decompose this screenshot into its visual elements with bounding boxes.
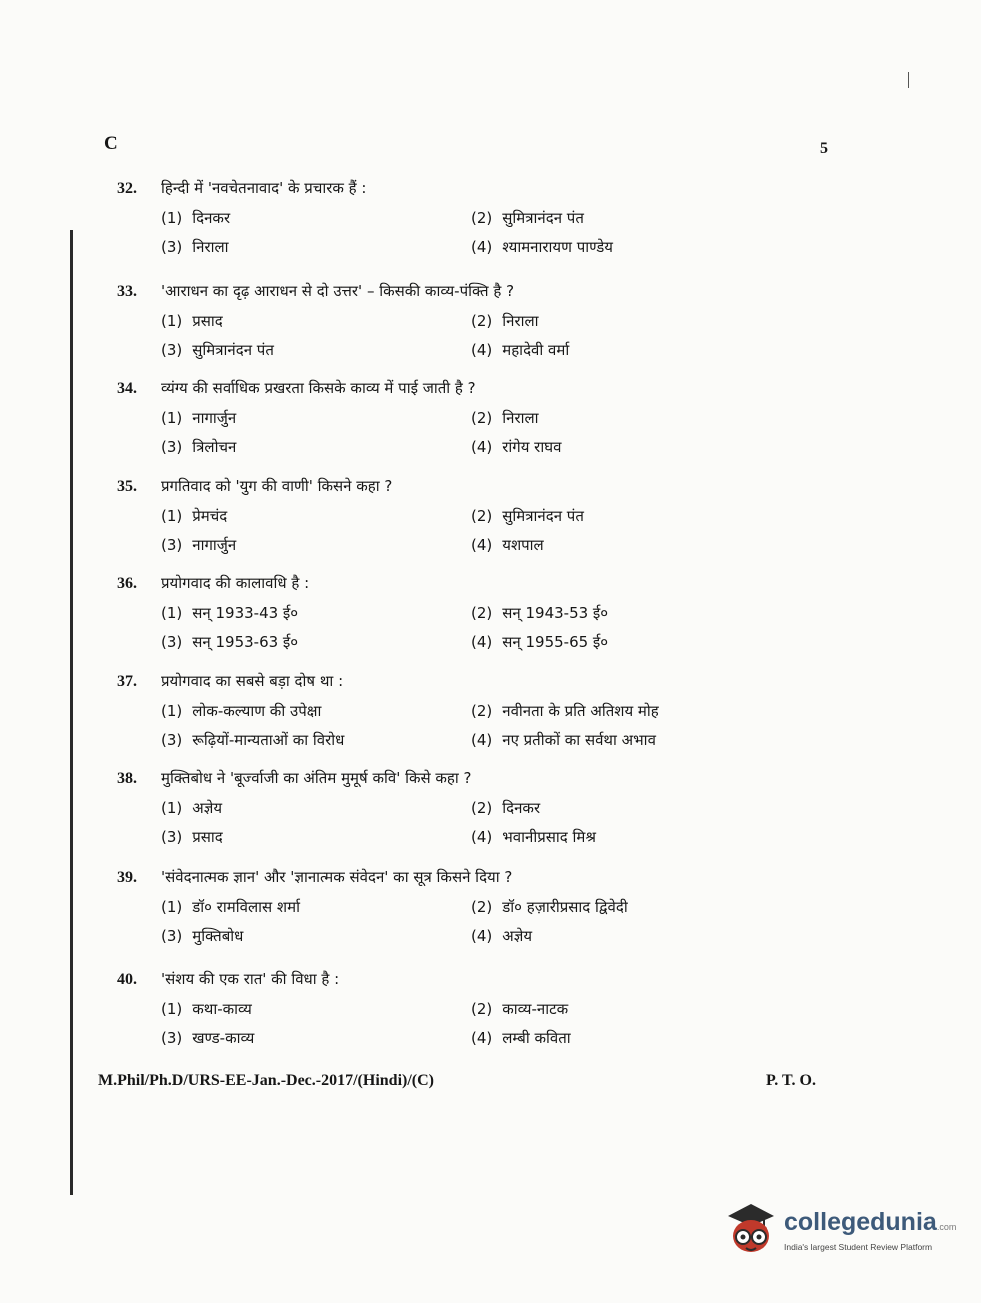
option-number: (3): [161, 536, 183, 554]
question-text: व्यंग्य की सर्वाधिक प्रखरता किसके काव्य में पाई जाती है ?: [161, 379, 476, 397]
question-text: प्रयोगवाद का सबसे बड़ा दोष था :: [161, 672, 344, 690]
question-34: [117, 378, 817, 464]
question-text: प्रगतिवाद को 'युग की वाणी' किसने कहा ?: [161, 477, 393, 495]
option-3: [161, 1028, 254, 1048]
option-number: (1): [161, 1000, 183, 1018]
option-number: (2): [471, 409, 493, 427]
option-2: [471, 798, 540, 818]
pto-label: P. T. O.: [766, 1072, 816, 1089]
option-text: अज्ञेय: [192, 799, 223, 817]
option-3: [161, 926, 243, 946]
option-number: (3): [161, 927, 183, 945]
option-number: (4): [471, 238, 493, 256]
question-text: 'संवेदनात्मक ज्ञान' और 'ज्ञानात्मक संवेदन' का सूत्र किसने दिया ?: [161, 868, 513, 886]
option-2: [471, 408, 539, 428]
option-text: नागार्जुन: [192, 409, 237, 427]
option-text: लम्बी कविता: [502, 1029, 571, 1047]
option-number: (3): [161, 438, 183, 456]
option-text: डॉ० हज़ारीप्रसाद द्विवेदी: [502, 898, 628, 916]
option-1: [161, 603, 298, 623]
option-3: [161, 237, 229, 257]
question-number: 39.: [117, 869, 137, 886]
option-number: (4): [471, 828, 493, 846]
option-1: [161, 506, 227, 526]
option-2: [471, 999, 568, 1019]
option-1: [161, 701, 321, 721]
scan-mark: [908, 72, 909, 88]
option-number: (4): [471, 731, 493, 749]
option-text: भवानीप्रसाद मिश्र: [502, 828, 596, 846]
option-text: नए प्रतीकों का सर्वथा अभाव: [502, 731, 656, 749]
option-number: (3): [161, 238, 183, 256]
option-text: रूढ़ियों-मान्यताओं का विरोध: [192, 731, 345, 749]
option-2: [471, 208, 584, 228]
option-4: [471, 237, 613, 257]
question-number: 35.: [117, 478, 137, 495]
question-40: [117, 969, 817, 1055]
option-text: सन् 1953-63 ई०: [192, 633, 299, 651]
option-2: [471, 603, 608, 623]
question-number: 40.: [117, 971, 137, 988]
scan-edge-line: [70, 230, 73, 1195]
option-text: महादेवी वर्मा: [502, 341, 570, 359]
option-number: (2): [471, 604, 493, 622]
question-38: [117, 768, 817, 854]
option-text: नवीनता के प्रति अतिशय मोह: [502, 702, 659, 720]
question-35: [117, 476, 817, 562]
option-4: [471, 926, 532, 946]
option-3: [161, 340, 274, 360]
paper-code: M.Phil/Ph.D/URS-EE-Jan.-Dec.-2017/(Hindi)/(C): [98, 1072, 434, 1089]
option-text: प्रेमचंद: [192, 507, 228, 525]
option-2: [471, 701, 659, 721]
option-3: [161, 827, 223, 847]
option-1: [161, 208, 230, 228]
brand-wordmark: collegedunia: [784, 1208, 937, 1236]
option-number: (4): [471, 927, 493, 945]
option-text: श्यामनारायण पाण्डेय: [502, 238, 613, 256]
option-number: (1): [161, 409, 183, 427]
option-number: (1): [161, 209, 183, 227]
question-text: 'संशय की एक रात' की विधा है :: [161, 970, 340, 988]
option-2: [471, 311, 539, 331]
option-text: प्रसाद: [192, 312, 223, 330]
option-3: [161, 437, 236, 457]
question-text: मुक्तिबोध ने 'बूर्ज्वाजी का अंतिम मुमूर्ष कवि' किसे कहा ?: [161, 769, 472, 787]
option-text: निराला: [502, 312, 539, 330]
option-1: [161, 999, 252, 1019]
question-number: 37.: [117, 673, 137, 690]
option-4: [471, 1028, 571, 1048]
option-text: अज्ञेय: [502, 927, 533, 945]
option-text: सुमित्रानंदन पंत: [192, 341, 274, 359]
option-number: (2): [471, 898, 493, 916]
option-text: सन् 1943-53 ई०: [502, 604, 609, 622]
option-number: (4): [471, 341, 493, 359]
option-text: काव्य-नाटक: [502, 1000, 569, 1018]
option-text: मुक्तिबोध: [192, 927, 244, 945]
watermark-logo: [722, 1196, 957, 1266]
question-36: [117, 573, 817, 659]
option-number: (4): [471, 633, 493, 651]
option-number: (1): [161, 702, 183, 720]
question-37: [117, 671, 817, 757]
option-number: (3): [161, 828, 183, 846]
option-2: [471, 897, 628, 917]
option-text: यशपाल: [502, 536, 544, 554]
option-number: (2): [471, 1000, 493, 1018]
option-number: (4): [471, 536, 493, 554]
option-text: त्रिलोचन: [192, 438, 237, 456]
option-text: सन् 1955-65 ई०: [502, 633, 609, 651]
student-mascot-icon: [722, 1196, 780, 1258]
option-2: [471, 506, 584, 526]
option-number: (1): [161, 507, 183, 525]
option-number: (1): [161, 312, 183, 330]
option-1: [161, 408, 236, 428]
option-number: (2): [471, 702, 493, 720]
question-33: [117, 281, 817, 367]
question-32: [117, 178, 817, 264]
question-text: प्रयोगवाद की कालावधि है :: [161, 574, 310, 592]
brand-tld: .com: [936, 1222, 957, 1232]
option-1: [161, 311, 223, 331]
option-number: (1): [161, 604, 183, 622]
option-3: [161, 632, 298, 652]
option-4: [471, 827, 596, 847]
question-number: 34.: [117, 380, 137, 397]
option-3: [161, 730, 344, 750]
option-number: (2): [471, 507, 493, 525]
option-text: दिनकर: [192, 209, 231, 227]
option-number: (3): [161, 1029, 183, 1047]
option-text: कथा-काव्य: [192, 1000, 252, 1018]
option-text: डॉ० रामविलास शर्मा: [192, 898, 300, 916]
option-4: [471, 437, 561, 457]
option-text: निराला: [192, 238, 229, 256]
set-code: C: [104, 133, 118, 154]
option-text: रांगेय राघव: [502, 438, 562, 456]
brand-name: [784, 1208, 956, 1237]
option-number: (1): [161, 799, 183, 817]
option-text: सुमित्रानंदन पंत: [502, 507, 584, 525]
option-text: दिनकर: [502, 799, 541, 817]
option-text: निराला: [502, 409, 539, 427]
question-39: [117, 867, 817, 953]
option-text: नागार्जुन: [192, 536, 237, 554]
option-4: [471, 730, 656, 750]
option-number: (2): [471, 799, 493, 817]
option-number: (3): [161, 731, 183, 749]
option-number: (4): [471, 1029, 493, 1047]
option-1: [161, 798, 222, 818]
option-text: लोक-कल्याण की उपेक्षा: [192, 702, 322, 720]
option-text: प्रसाद: [192, 828, 223, 846]
option-number: (2): [471, 209, 493, 227]
option-number: (1): [161, 898, 183, 916]
option-text: सुमित्रानंदन पंत: [502, 209, 584, 227]
option-4: [471, 632, 608, 652]
option-text: सन् 1933-43 ई०: [192, 604, 299, 622]
brand-tagline: India's largest Student Review Platform: [784, 1242, 933, 1252]
option-number: (3): [161, 633, 183, 651]
option-number: (4): [471, 438, 493, 456]
option-4: [471, 535, 544, 555]
option-1: [161, 897, 300, 917]
question-text: हिन्दी में 'नवचेतनावाद' के प्रचारक हैं :: [161, 179, 367, 197]
question-number: 33.: [117, 283, 137, 300]
question-number: 36.: [117, 575, 137, 592]
question-number: 38.: [117, 770, 137, 787]
page-number: 5: [820, 140, 828, 157]
option-3: [161, 535, 236, 555]
question-text: 'आराधन का दृढ़ आराधन से दो उत्तर' – किसकी काव्य-पंक्ति है ?: [161, 282, 515, 300]
question-number: 32.: [117, 180, 137, 197]
option-4: [471, 340, 569, 360]
option-number: (3): [161, 341, 183, 359]
option-text: खण्ड-काव्य: [192, 1029, 255, 1047]
option-number: (2): [471, 312, 493, 330]
